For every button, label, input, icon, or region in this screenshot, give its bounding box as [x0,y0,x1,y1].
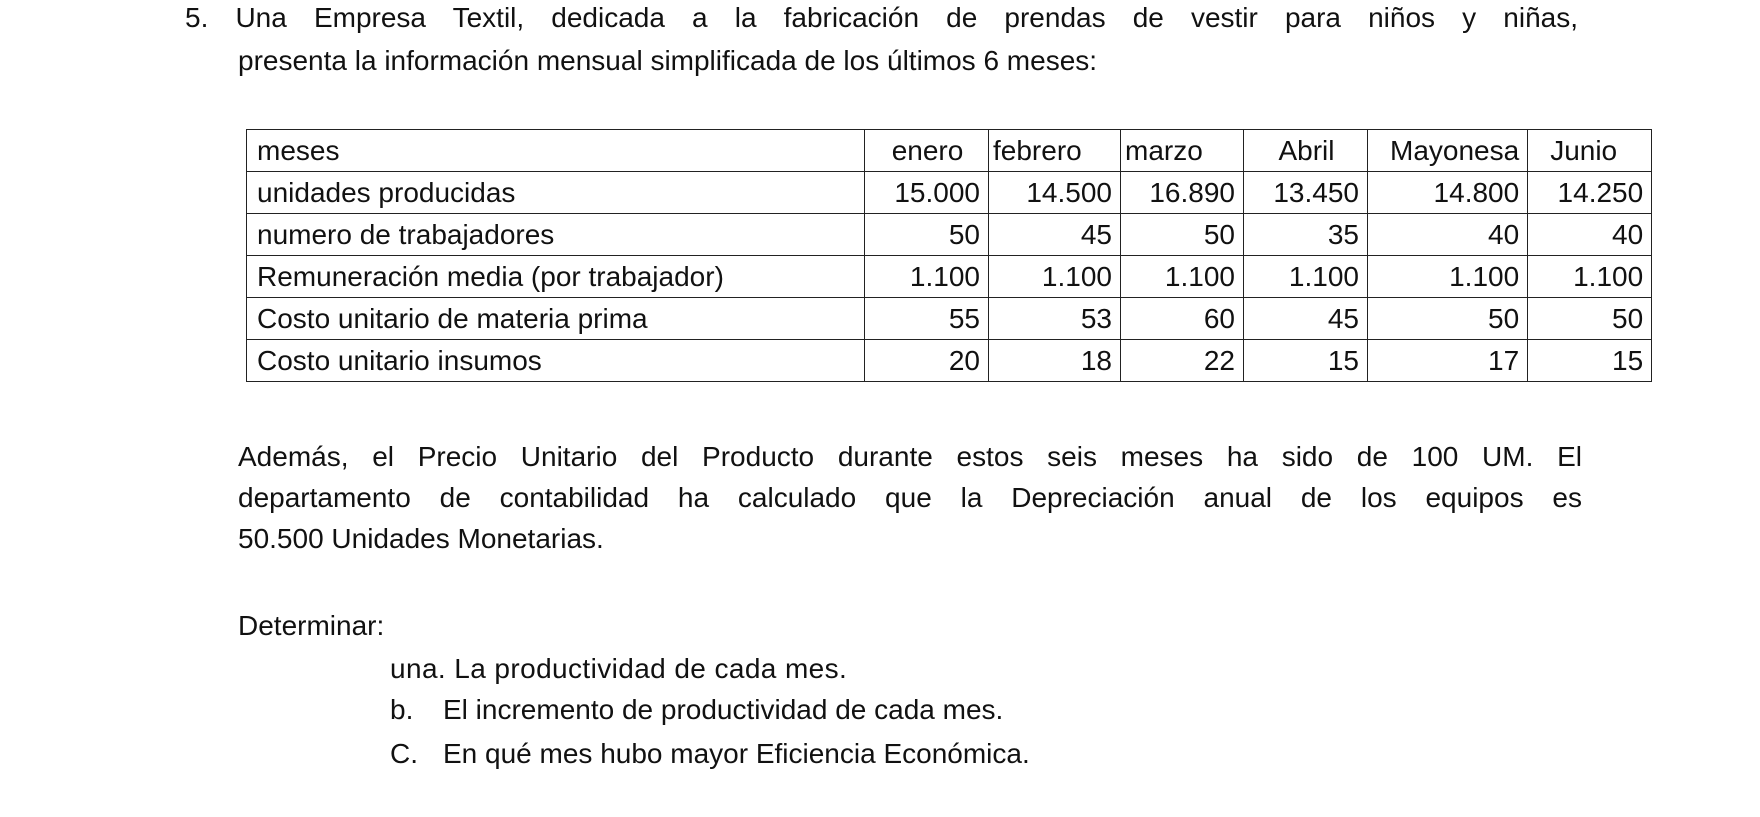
intro-line-2: presenta la información mensual simplificada de los últimos 6 meses: [238,45,1098,76]
table-cell: 50 [1368,298,1528,340]
monthly-data-table [246,129,1652,382]
table-header-cell: febrero [989,130,1121,172]
table-cell: 20 [865,340,989,382]
table-cell: 45 [989,214,1121,256]
table-cell: 50 [865,214,989,256]
table-header-cell: marzo [1121,130,1244,172]
table-cell: 1.100 [865,256,989,298]
table-row [247,256,1652,298]
table-cell: numero de trabajadores [247,214,865,256]
table-cell: 1.100 [1368,256,1528,298]
table-row [247,340,1652,382]
list-item-text: En qué mes hubo mayor Eficiencia Económica. [443,738,1030,769]
table-cell: 18 [989,340,1121,382]
list-item [390,737,1030,771]
paragraph-line-3: 50.500 Unidades Monetarias. [238,523,604,554]
list-item [390,652,847,686]
table-cell: 40 [1368,214,1528,256]
table-cell: 55 [865,298,989,340]
table-cell: 15.000 [865,172,989,214]
table-header-row [247,130,1652,172]
table-header-cell: Mayonesa [1368,130,1528,172]
table-cell: 13.450 [1244,172,1368,214]
table-cell: 14.500 [989,172,1121,214]
table-header-cell: enero [865,130,989,172]
table-cell: 1.100 [989,256,1121,298]
paragraph-line-2: departamento de contabilidad ha calculado que la Depreciación anual de los equipos es [238,482,1582,513]
table-cell: Costo unitario insumos [247,340,865,382]
list-item-marker: b. [390,694,414,725]
table-cell: unidades producidas [247,172,865,214]
list-item-text: una. La productividad de cada mes. [390,653,848,684]
table-cell: 40 [1528,214,1652,256]
table-row [247,298,1652,340]
table-row [247,214,1652,256]
table-cell: Costo unitario de materia prima [247,298,865,340]
table-cell: 53 [989,298,1121,340]
table-cell: Remuneración media (por trabajador) [247,256,865,298]
table-cell: 22 [1121,340,1244,382]
table-cell: 50 [1528,298,1652,340]
table-cell: 45 [1244,298,1368,340]
table-cell: 35 [1244,214,1368,256]
table-row [247,172,1652,214]
intro-line-1: 5. Una Empresa Textil, dedicada a la fabricación de prendas de vestir para niños y niñas, [185,2,1578,33]
table-cell: 50 [1121,214,1244,256]
table-cell: 14.250 [1528,172,1652,214]
table-cell: 14.800 [1368,172,1528,214]
table-header-cell: Abril [1244,130,1368,172]
paragraph-line-1: Además, el Precio Unitario del Producto durante estos seis meses ha sido de 100 UM. El [238,441,1582,472]
table-cell: 16.890 [1121,172,1244,214]
list-item-marker: C. [390,738,418,769]
table-cell: 17 [1368,340,1528,382]
table-cell: 15 [1244,340,1368,382]
determine-heading: Determinar: [238,610,385,641]
table-cell: 15 [1528,340,1652,382]
list-item-text: El incremento de productividad de cada mes. [443,694,1004,725]
table-cell: 1.100 [1121,256,1244,298]
list-item [390,693,1003,727]
table-cell: 1.100 [1528,256,1652,298]
table-cell: 1.100 [1244,256,1368,298]
table-cell: 60 [1121,298,1244,340]
table-header-cell: Junio [1528,130,1652,172]
table-header-cell: meses [247,130,865,172]
